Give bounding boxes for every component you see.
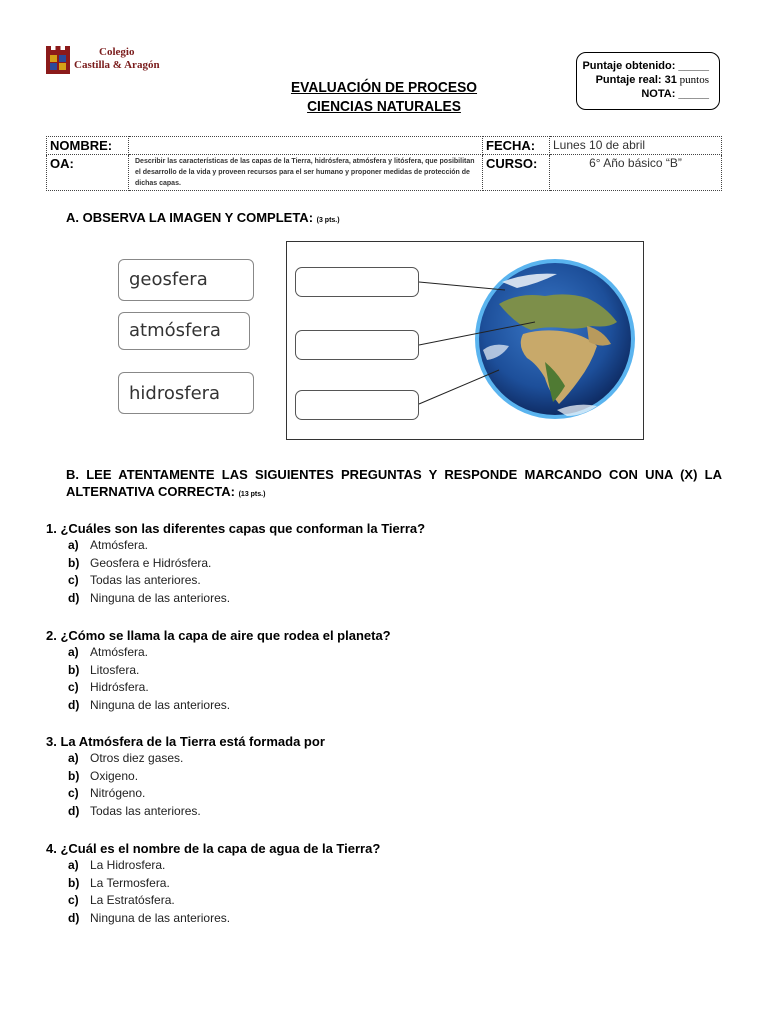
score-real-value: 31 [664, 74, 677, 86]
option-2c[interactable] [68, 679, 230, 697]
option-letter: a) [68, 751, 79, 765]
date-label: FECHA: [483, 137, 550, 155]
option-text: La Hidrosfera. [90, 858, 166, 872]
course-label: CURSO: [483, 155, 550, 191]
word-box-geosfera: geosfera [118, 259, 254, 301]
option-letter: b) [68, 662, 80, 677]
score-obtained: Puntaje obtenido: _____ [582, 60, 709, 72]
section-b-points: (13 pts.) [238, 491, 266, 498]
score-grade: NOTA: _____ [641, 88, 709, 100]
info-row-oa [47, 155, 722, 191]
name-field[interactable] [129, 137, 483, 155]
option-4a[interactable] [68, 857, 230, 875]
option-3c[interactable] [68, 785, 201, 803]
option-text: La Termosfera. [90, 875, 170, 890]
title-line1: EVALUACIÓN DE PROCESO [290, 79, 478, 96]
option-1a[interactable] [68, 537, 230, 555]
school-name-line2: Castilla & Aragón [74, 59, 160, 71]
option-4b[interactable] [68, 875, 230, 893]
option-letter: d) [68, 910, 80, 925]
option-text: Todas las anteriores. [90, 573, 201, 587]
option-2d[interactable] [68, 697, 230, 715]
section-a-points: (3 pts.) [316, 217, 340, 224]
school-name [74, 46, 160, 72]
section-b-heading [66, 466, 722, 503]
option-letter: d) [68, 803, 80, 818]
option-letter: d) [68, 697, 80, 712]
student-info-table [46, 136, 722, 191]
earth-image-frame [286, 241, 644, 440]
question-3: 3. La Atmósfera de la Tierra está formada por [46, 734, 325, 749]
option-letter: c) [68, 680, 79, 694]
option-3b[interactable] [68, 768, 201, 786]
option-text: Geosfera e Hidrósfera. [90, 555, 212, 570]
date-value: Lunes 10 de abril [550, 137, 722, 155]
score-box [576, 52, 720, 110]
word-box-hidrosfera: hidrosfera [118, 372, 254, 414]
option-2a[interactable] [68, 644, 230, 662]
option-letter: b) [68, 555, 80, 570]
option-text: Atmósfera. [90, 538, 149, 552]
school-name-line1: Colegio [99, 46, 135, 58]
option-text: Otros diez gases. [90, 751, 184, 765]
option-3a[interactable] [68, 750, 201, 768]
section-a-heading [66, 210, 340, 225]
question-4-options [68, 857, 230, 927]
course-value: 6° Año básico “B” [550, 155, 722, 191]
question-1: 1. ¿Cuáles son las diferentes capas que conforman la Tierra? [46, 521, 426, 536]
option-text: Ninguna de las anteriores. [90, 910, 231, 925]
option-text: Todas las anteriores. [90, 803, 201, 818]
option-1d[interactable] [68, 590, 230, 608]
option-letter: c) [68, 573, 79, 587]
oa-description: Describir las características de las capas de la Tierra, hidrósfera, atmósfera y litósfera, que posibilitan el desarrollo de la vida y proveen recursos para el ser humano y proponer medidas de protección de dichas capas. [129, 155, 483, 191]
option-text: Ninguna de las anteriores. [90, 590, 231, 605]
section-a-text: A. OBSERVA LA IMAGEN Y COMPLETA: [66, 210, 317, 225]
info-row-name [47, 137, 722, 155]
option-text: La Estratósfera. [90, 893, 175, 907]
option-1c[interactable] [68, 572, 230, 590]
answer-box-2[interactable] [295, 330, 419, 360]
option-text: Nitrógeno. [90, 786, 146, 800]
question-2: 2. ¿Cómo se llama la capa de aire que rodea el planeta? [46, 628, 391, 643]
option-letter: c) [68, 786, 79, 800]
question-4: 4. ¿Cuál es el nombre de la capa de agua de la Tierra? [46, 841, 381, 856]
answer-box-3[interactable] [295, 390, 419, 420]
option-letter: d) [68, 590, 80, 605]
option-text: Litosfera. [90, 662, 140, 677]
option-letter: a) [68, 858, 79, 872]
option-1b[interactable] [68, 555, 230, 573]
oa-label: OA: [47, 155, 129, 191]
option-4d[interactable] [68, 910, 230, 928]
option-text: Atmósfera. [90, 645, 149, 659]
option-letter: a) [68, 538, 79, 552]
score-real-unit: puntos [676, 74, 709, 86]
option-2b[interactable] [68, 662, 230, 680]
option-text: Oxigeno. [90, 768, 139, 783]
section-b-text: B. LEE ATENTAMENTE LAS SIGUIENTES PREGUNTAS Y RESPONDE MARCANDO CON UNA (X) LA ALTERNATIVA CORRECTA: [66, 467, 722, 499]
name-label: NOMBRE: [47, 137, 129, 155]
title-line2: CIENCIAS NATURALES [307, 98, 461, 115]
option-letter: b) [68, 768, 80, 783]
score-real [577, 73, 709, 87]
option-letter: a) [68, 645, 79, 659]
option-3d[interactable] [68, 803, 201, 821]
question-1-options [68, 537, 230, 607]
option-4c[interactable] [68, 892, 230, 910]
option-letter: b) [68, 875, 80, 890]
score-real-label: Puntaje real: [595, 74, 665, 86]
answer-box-1[interactable] [295, 267, 419, 297]
question-3-options [68, 750, 201, 820]
question-2-options [68, 644, 230, 714]
option-text: Hidrósfera. [90, 680, 149, 694]
castle-logo-icon [46, 46, 70, 74]
option-letter: c) [68, 893, 79, 907]
option-text: Ninguna de las anteriores. [90, 697, 231, 712]
word-box-atmosfera: atmósfera [118, 312, 250, 350]
